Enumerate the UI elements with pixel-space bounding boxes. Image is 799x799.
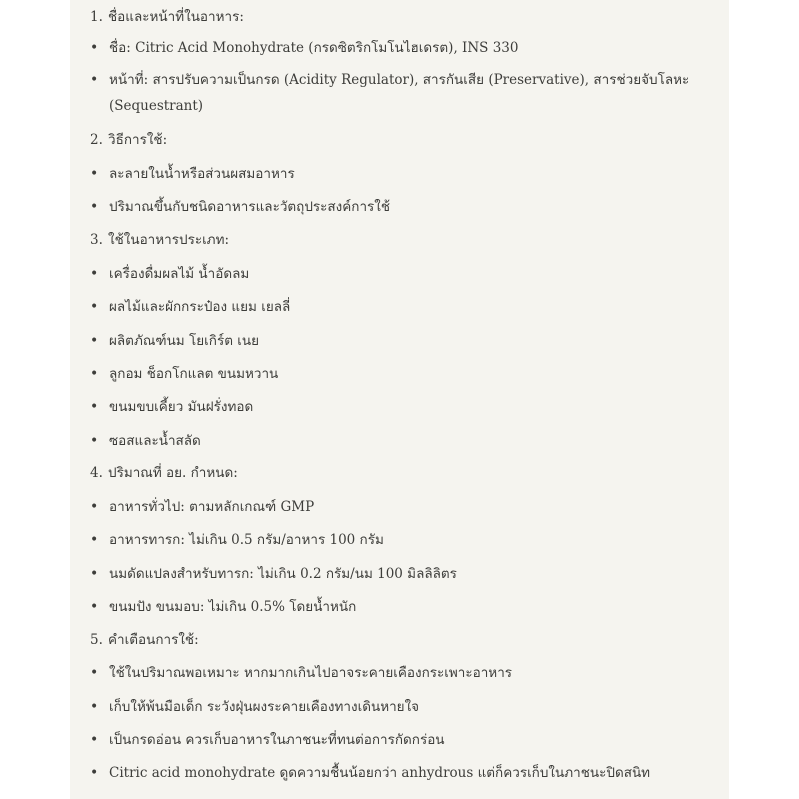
list-item-text: ปริมาณขึ้นกับชนิดอาหารและวัตถุประสงค์การใช้ [109, 199, 391, 215]
bullet-icon: • [90, 566, 99, 582]
section-heading-5 [90, 629, 730, 651]
bullet-icon: • [90, 399, 99, 415]
list-item-text: อาหารทารก: ไม่เกิน 0.5 กรัม/อาหาร 100 กรัม [109, 532, 384, 548]
section-heading-text: ชื่อและหน้าที่ในอาหาร: [108, 9, 244, 25]
section-number: 4. [90, 465, 103, 481]
list-item-text: ละลายในน้ำหรือส่วนผสมอาหาร [109, 166, 295, 182]
list-item-text: ขนมปัง ขนมอบ: ไม่เกิน 0.5% โดยน้ำหนัก [109, 599, 357, 615]
list-item-text: ลูกอม ช็อกโกแลต ขนมหวาน [109, 366, 279, 382]
bullet-icon: • [90, 333, 99, 349]
bullet-icon: • [90, 665, 99, 681]
section-heading-text: ปริมาณที่ อย. กำหนด: [108, 465, 238, 481]
section-heading-1 [90, 6, 730, 28]
section-heading-text: ใช้ในอาหารประเภท: [108, 232, 230, 248]
list-item-text: นมดัดแปลงสำหรับทารก: ไม่เกิน 0.2 กรัม/นม 100 มิลลิลิตร [109, 566, 457, 582]
bullet-icon: • [90, 732, 99, 748]
list-item-text: เก็บให้พ้นมือเด็ก ระวังฝุ่นผงระคายเคืองทางเดินหายใจ [109, 699, 420, 715]
list-item-text: ใช้ในปริมาณพอเหมาะ หากมากเกินไปอาจระคายเคืองกระเพาะอาหาร [109, 665, 513, 681]
bullet-icon: • [90, 532, 99, 548]
section-heading-3 [90, 229, 730, 251]
bullet-icon: • [90, 166, 99, 182]
section-heading-text: คำเตือนการใช้: [108, 632, 199, 648]
list-item-text: ซอสและน้ำสลัด [109, 433, 201, 449]
list-item-text: Citric acid monohydrate ดูดความชื้นน้อยกว่า anhydrous แต่ก็ควรเก็บในภาชนะปิดสนิท [109, 765, 651, 781]
bullet-icon: • [90, 499, 99, 515]
bullet-icon: • [90, 266, 99, 282]
bullet-icon: • [90, 765, 99, 781]
bullet-icon: • [90, 72, 99, 88]
section-number: 3. [90, 232, 103, 248]
section-number: 1. [90, 9, 103, 25]
bullet-icon: • [90, 699, 99, 715]
section-number: 5. [90, 632, 103, 648]
list-item-text: ชื่อ: Citric Acid Monohydrate (กรดซิตริกโมโนไฮเดรต), INS 330 [109, 40, 519, 56]
bullet-icon: • [90, 40, 99, 56]
bullet-icon: • [90, 366, 99, 382]
list-item-text: เครื่องดื่มผลไม้ น้ำอัดลม [109, 266, 250, 282]
bullet-icon: • [90, 599, 99, 615]
list-item-text: เป็นกรดอ่อน ควรเก็บอาหารในภาชนะที่ทนต่อการกัดกร่อน [109, 732, 445, 748]
bullet-icon: • [90, 199, 99, 215]
section-number: 2. [90, 132, 103, 148]
bullet-icon: • [90, 299, 99, 315]
document-panel [70, 0, 729, 799]
section-heading-4 [90, 462, 730, 484]
list-item-text: ผลไม้และผักกระป๋อง แยม เยลลี่ [109, 299, 291, 315]
section-heading-2 [90, 129, 730, 151]
bullet-icon: • [90, 433, 99, 449]
section-heading-text: วิธีการใช้: [108, 132, 168, 148]
list-item-text: ผลิตภัณฑ์นม โยเกิร์ต เนย [109, 333, 260, 349]
list-item-text: หน้าที่: สารปรับความเป็นกรด (Acidity Regulator), สารกันเสีย (Preservative), สารช่วยจับโลหะ (Sequestrant) [109, 72, 690, 114]
list-item-text: อาหารทั่วไป: ตามหลักเกณฑ์ GMP [109, 499, 315, 515]
list-item-text: ขนมขบเคี้ยว มันฝรั่งทอด [109, 399, 254, 415]
